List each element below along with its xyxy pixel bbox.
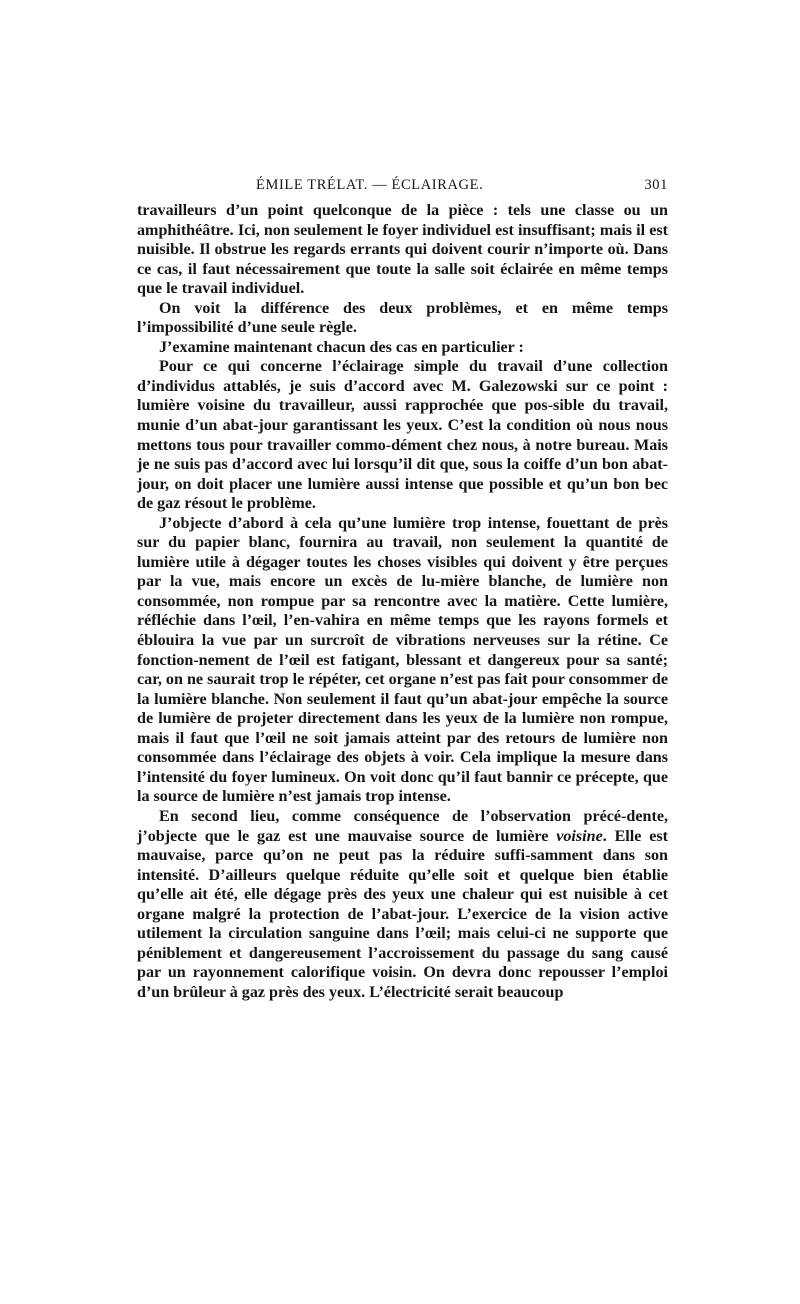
paragraph-objection-gas (137, 807, 668, 1002)
paragraph-continued: travailleurs d’un point quelconque de la pièce : tels une classe ou un amphithéâtre. Ici, non seulement le foyer individuel est insuffisant; mais il est nuisible. Il obstrue les regards errants qui doivent courir n’importe où. Dans ce cas, il faut nécessairement que toute la salle soit éclairée en même temps que le travail individuel. (137, 202, 668, 298)
body-text (137, 201, 668, 1002)
book-page (137, 173, 668, 1002)
paragraph-examine: J’examine maintenant chacun des cas en particulier : (159, 338, 524, 356)
emphasis-voisine: voisine (556, 827, 603, 845)
running-head (137, 173, 668, 201)
running-head-title: ÉMILE TRÉLAT. — ÉCLAIRAGE. (256, 177, 484, 193)
paragraph-difference: On voit la différence des deux problèmes, et en même temps l’impossibilité d’une seule règle. (137, 299, 668, 337)
paragraph-gas-text-start: En second lieu, comme conséquence de l’observation précé-dente, j’objecte que le gaz est une mauvaise source de lumière (137, 807, 668, 845)
page-number: 301 (644, 177, 668, 193)
paragraph-objection-intensity: J’objecte d’abord à cela qu’une lumière trop intense, fouettant de près sur du papier blanc, fournira au travail, non seulement la quantité de lumière utile à dégager toutes les choses visibles qui doivent y être perçues par la vue, mais encore un excès de lu-mière blanche, de lumière non consommée, non rompue par sa rencontre avec la matière. Cette lumière, réfléchie dans l’œil, l’en-vahira en même temps que les rayons formels et éblouira la vue par un surcroît de vibrations nerveuses sur la rétine. Ce fonction-nement de l’œil est fatigant, blessant et dangereux pour sa santé; car, on ne saurait trop le répéter, cet organe n’est pas fait pour consommer de la lumière blanche. Non seulement il faut qu’un abat-jour empêche la source de lumière de projeter directement dans les yeux de la lumière non rompue, mais il faut que l’œil ne soit jamais atteint par des retours de lumière non consommée dans l’éclairage des objets à voir. Cela implique la mesure dans l’intensité du foyer lumineux. On voit donc qu’il faut bannir ce précepte, que la source de lumière n’est jamais trop intense. (137, 514, 668, 806)
paragraph-lighting-work: Pour ce qui concerne l’éclairage simple du travail d’une collection d’individus attablés, je suis d’accord avec M. Galezowski sur ce point : lumière voisine du travailleur, aussi rapprochée que pos-sible du travail, munie d’un abat-jour garantissant les yeux. C’est la condition où nous nous mettons tous pour travailler commo-dément chez nous, à notre bureau. Mais je ne suis pas d’accord avec lui lorsqu’il dit que, sous la coiffe d’un bon abat-jour, on doit placer une lumière aussi intense que possible et qu’un bon bec de gaz résout le problème. (137, 358, 668, 513)
paragraph-gas-text-end: . Elle est mauvaise, parce qu’on ne peut pas la réduire suffi-samment dans son intensité. D’ailleurs quelque réduite qu’elle soit et quelque bien établie qu’elle ait été, elle dégage près des yeux une chaleur qui est nuisible à cet organe malgré la protection de l’abat-jour. L’exercice de la vision active utilement la circulation sanguine dans l’œil; mais celui-ci ne supporte que péniblement et dangereusement l’accroissement du passage du sang causé par un rayonnement calorifique voisin. On devra donc repousser l’emploi d’un brûleur à gaz près des yeux. L’électricité serait beaucoup (137, 827, 668, 1001)
